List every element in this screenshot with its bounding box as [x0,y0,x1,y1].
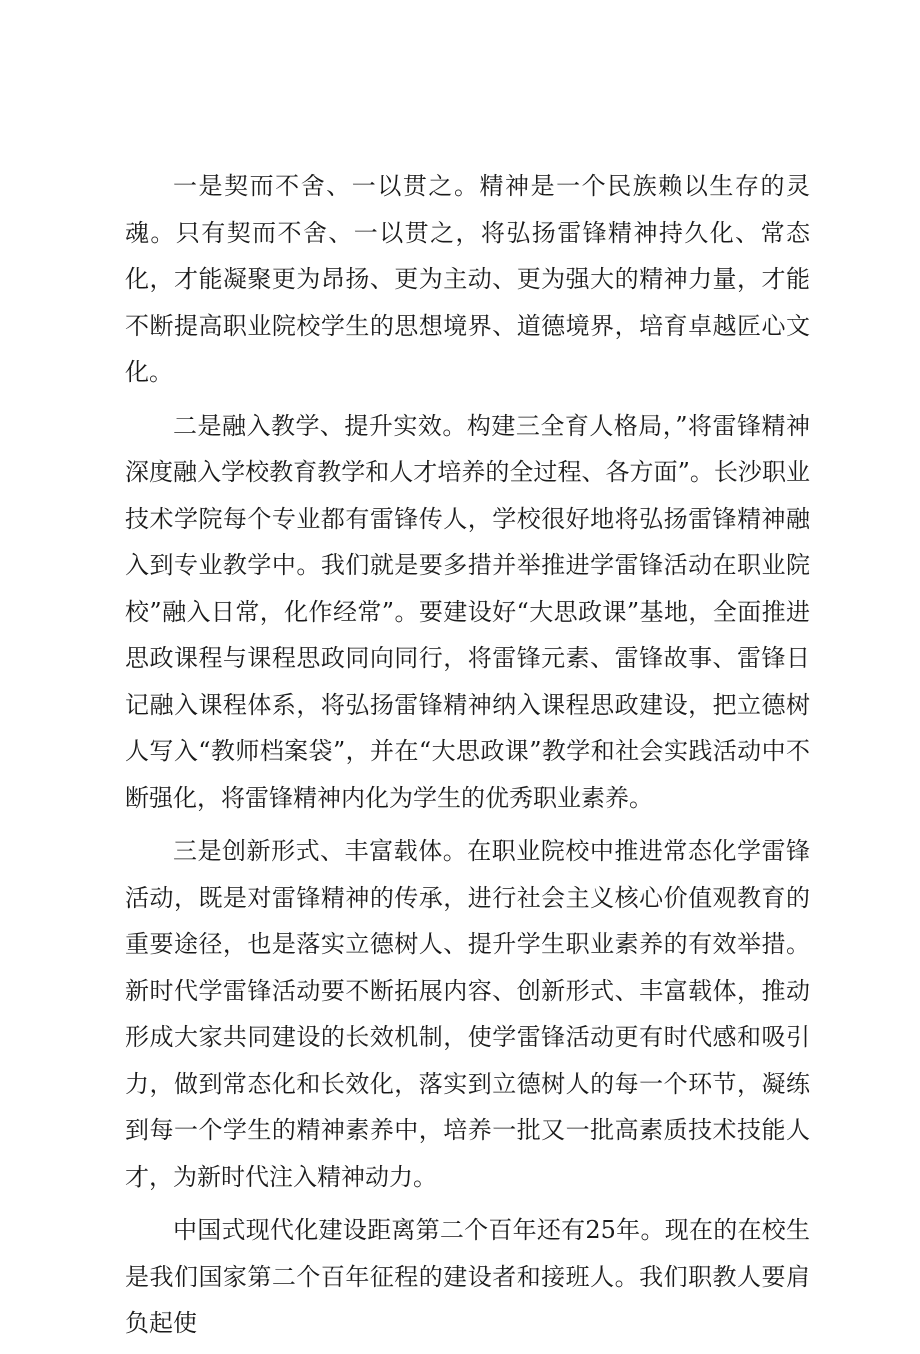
paragraph-4: 中国式现代化建设距离第二个百年还有25年。现在的在校生是我们国家第二个百年征程的建设者和接班人。我们职教人要肩负起使 [125,1216,810,1337]
paragraph-1: 一是契而不舍、一以贯之。精神是一个民族赖以生存的灵魂。只有契而不舍、一以贯之，将弘扬雷锋精神持久化、常态化，才能凝聚更为昂扬、更为主动、更为强大的精神力量，才能不断提高职业院校学生的思想境界、道德境界，培育卓越匠心文化。 [125,172,810,386]
paragraph-2: 二是融入教学、提升实效。构建三全育人格局，”将雷锋精神深度融入学校教育教学和人才培养的全过程、各方面”。长沙职业技术学院每个专业都有雷锋传人，学校很好地将弘扬雷锋精神融入到专业教学中。我们就是要多措并举推进学雷锋活动在职业院校”融入日常，化作经常”。要建设好“大思政课”基地，全面推进思政课程与课程思政同向同行，将雷锋元素、雷锋故事、雷锋日记融入课程体系，将弘扬雷锋精神纳入课程思政建设，把立德树人写入“教师档案袋”，并在“大思政课”教学和社会实践活动中不断强化，将雷锋精神内化为学生的优秀职业素养。 [125,411,810,812]
paragraph-3: 三是创新形式、丰富载体。在职业院校中推进常态化学雷锋活动，既是对雷锋精神的传承，进行社会主义核心价值观教育的重要途径，也是落实立德树人、提升学生职业素养的有效举措。新时代学雷锋活动要不断拓展内容、创新形式、丰富载体，推动形成大家共同建设的长效机制，使学雷锋活动更有时代感和吸引力，做到常态化和长效化，落实到立德树人的每一个环节，凝练到每一个学生的精神素养中，培养一批又一批高素质技术技能人才，为新时代注入精神动力。 [125,837,810,1191]
document-body [125,163,810,1354]
